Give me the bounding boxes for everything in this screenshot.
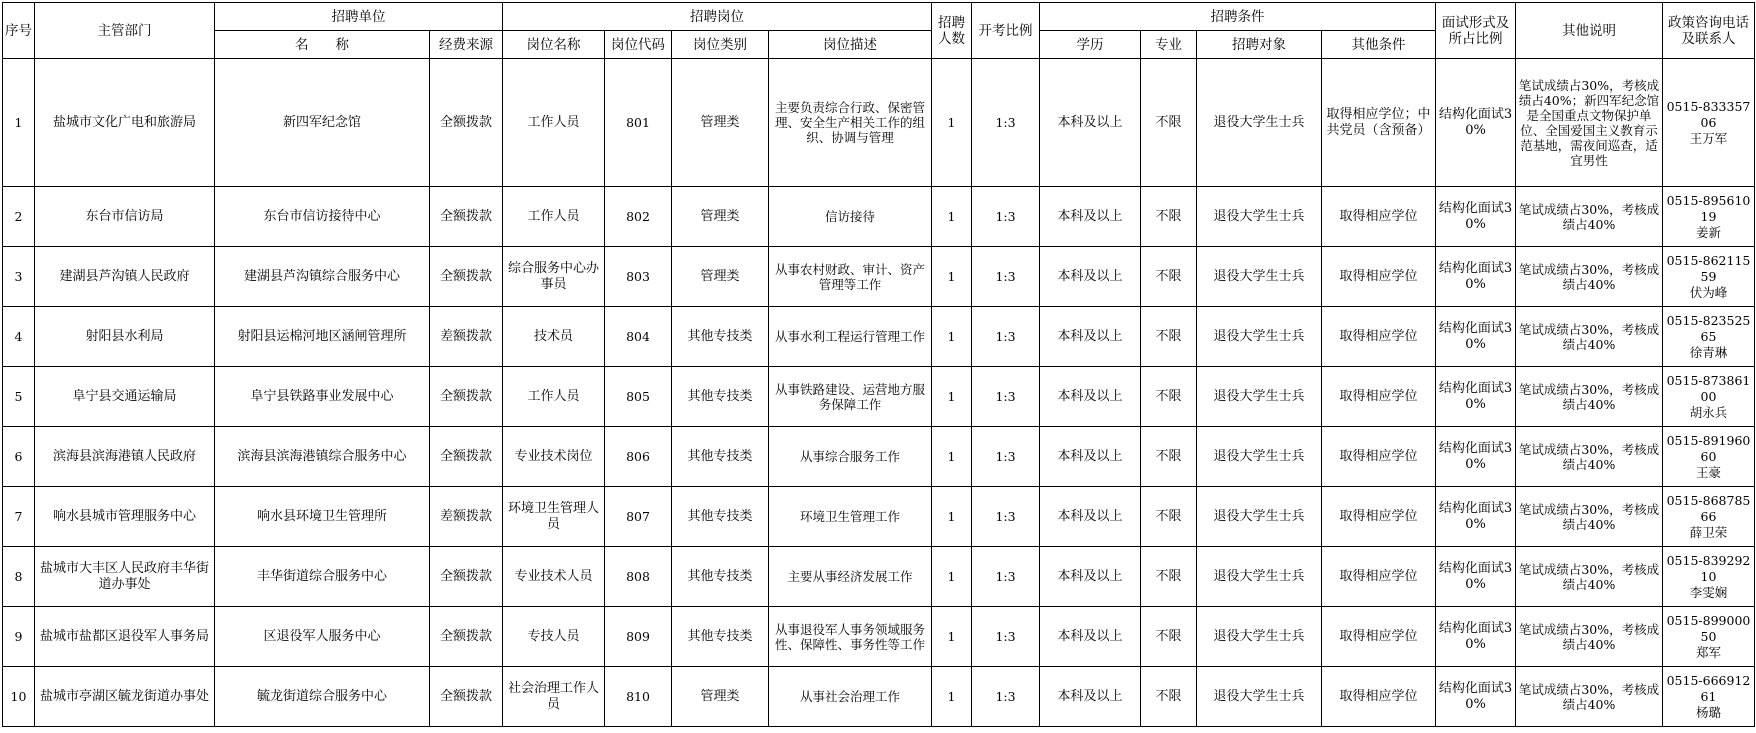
cell-post-code: 807 <box>605 487 672 547</box>
table-header <box>3 3 1755 59</box>
cell-other-cond: 取得相应学位 <box>1322 427 1436 487</box>
cell-seq: 9 <box>3 607 35 667</box>
header-post-type: 岗位类别 <box>672 31 769 59</box>
cell-contact <box>1663 487 1755 547</box>
cell-other-cond: 取得相应学位 <box>1322 487 1436 547</box>
header-unit-name: 名 称 <box>215 31 430 59</box>
cell-interview: 结构化面试30% <box>1436 59 1516 187</box>
contact-phone: 0515-86878566 <box>1666 492 1751 524</box>
cell-unit-name: 毓龙街道综合服务中心 <box>215 667 430 727</box>
cell-post-type: 管理类 <box>672 187 769 247</box>
cell-interview: 结构化面试30% <box>1436 247 1516 307</box>
header-major: 专业 <box>1141 31 1197 59</box>
cell-count: 1 <box>932 667 972 727</box>
cell-contact <box>1663 427 1755 487</box>
cell-count: 1 <box>932 187 972 247</box>
cell-post-name: 工作人员 <box>503 367 605 427</box>
table-row <box>3 367 1755 427</box>
cell-major: 不限 <box>1141 607 1197 667</box>
cell-unit-name: 建湖县芦沟镇综合服务中心 <box>215 247 430 307</box>
table-row <box>3 487 1755 547</box>
contact-phone: 0515-83335706 <box>1666 98 1751 130</box>
cell-post-type: 其他专技类 <box>672 367 769 427</box>
header-post-code: 岗位代码 <box>605 31 672 59</box>
table-row <box>3 59 1755 187</box>
cell-unit-name: 阜宁县铁路事业发展中心 <box>215 367 430 427</box>
cell-target: 退役大学生士兵 <box>1197 187 1322 247</box>
cell-count: 1 <box>932 607 972 667</box>
cell-target: 退役大学生士兵 <box>1197 547 1322 607</box>
cell-notes: 笔试成绩占30%，考核成绩占40%；新四军纪念馆是全国重点文物保护单位、全国爱国主义教育示范基地，需夜间巡查，适宜男性 <box>1516 59 1663 187</box>
cell-ratio: 1:3 <box>972 607 1040 667</box>
header-cond-group: 招聘条件 <box>1040 3 1436 31</box>
header-contact: 政策咨询电话及联系人 <box>1663 3 1755 59</box>
cell-education: 本科及以上 <box>1040 427 1141 487</box>
contact-person: 杨璐 <box>1695 704 1721 720</box>
cell-target: 退役大学生士兵 <box>1197 487 1322 547</box>
cell-unit-name: 新四军纪念馆 <box>215 59 430 187</box>
cell-target: 退役大学生士兵 <box>1197 247 1322 307</box>
cell-notes: 笔试成绩占30%，考核成绩占40% <box>1516 427 1663 487</box>
cell-post-code: 810 <box>605 667 672 727</box>
cell-other-cond: 取得相应学位 <box>1322 187 1436 247</box>
cell-ratio: 1:3 <box>972 547 1040 607</box>
cell-post-name: 综合服务中心办事员 <box>503 247 605 307</box>
cell-post-type: 其他专技类 <box>672 607 769 667</box>
header-post-group: 招聘岗位 <box>503 3 932 31</box>
cell-count: 1 <box>932 487 972 547</box>
contact-phone: 0515-89196060 <box>1666 432 1751 464</box>
cell-major: 不限 <box>1141 667 1197 727</box>
cell-post-name: 专业技术岗位 <box>503 427 605 487</box>
cell-ratio: 1:3 <box>972 247 1040 307</box>
cell-funding: 全额拨款 <box>430 187 503 247</box>
cell-education: 本科及以上 <box>1040 247 1141 307</box>
cell-education: 本科及以上 <box>1040 307 1141 367</box>
cell-education: 本科及以上 <box>1040 667 1141 727</box>
cell-funding: 全额拨款 <box>430 247 503 307</box>
table-body <box>3 59 1755 727</box>
cell-interview: 结构化面试30% <box>1436 427 1516 487</box>
cell-dept: 盐城市亭湖区毓龙街道办事处 <box>35 667 215 727</box>
cell-target: 退役大学生士兵 <box>1197 367 1322 427</box>
cell-count: 1 <box>932 307 972 367</box>
contact-phone: 0515-82352565 <box>1666 312 1751 344</box>
cell-dept: 响水县城市管理服务中心 <box>35 487 215 547</box>
cell-major: 不限 <box>1141 187 1197 247</box>
contact-phone: 0515-89561019 <box>1666 192 1751 224</box>
cell-contact <box>1663 667 1755 727</box>
contact-person: 伏为峰 <box>1689 284 1728 300</box>
cell-ratio: 1:3 <box>972 59 1040 187</box>
contact-phone: 0515-89900050 <box>1666 612 1751 644</box>
cell-unit-name: 射阳县运棉河地区涵闸管理所 <box>215 307 430 367</box>
cell-other-cond: 取得相应学位；中共党员（含预备） <box>1322 59 1436 187</box>
cell-notes: 笔试成绩占30%，考核成绩占40% <box>1516 307 1663 367</box>
cell-notes: 笔试成绩占30%，考核成绩占40% <box>1516 667 1663 727</box>
cell-interview: 结构化面试30% <box>1436 307 1516 367</box>
cell-post-type: 管理类 <box>672 247 769 307</box>
cell-post-type: 其他专技类 <box>672 547 769 607</box>
cell-dept: 盐城市文化广电和旅游局 <box>35 59 215 187</box>
cell-post-name: 技术员 <box>503 307 605 367</box>
cell-unit-name: 丰华街道综合服务中心 <box>215 547 430 607</box>
contact-person: 王豪 <box>1695 464 1721 480</box>
cell-post-desc: 主要从事经济发展工作 <box>769 547 932 607</box>
cell-contact <box>1663 607 1755 667</box>
cell-major: 不限 <box>1141 367 1197 427</box>
cell-education: 本科及以上 <box>1040 367 1141 427</box>
cell-ratio: 1:3 <box>972 187 1040 247</box>
cell-interview: 结构化面试30% <box>1436 667 1516 727</box>
cell-dept: 射阳县水利局 <box>35 307 215 367</box>
cell-other-cond: 取得相应学位 <box>1322 247 1436 307</box>
cell-interview: 结构化面试30% <box>1436 367 1516 427</box>
cell-count: 1 <box>932 59 972 187</box>
cell-funding: 全额拨款 <box>430 427 503 487</box>
recruitment-table <box>2 2 1755 727</box>
cell-post-name: 环境卫生管理人员 <box>503 487 605 547</box>
cell-post-type: 其他专技类 <box>672 427 769 487</box>
cell-post-desc: 从事社会治理工作 <box>769 667 932 727</box>
table-row <box>3 247 1755 307</box>
cell-ratio: 1:3 <box>972 367 1040 427</box>
header-interview: 面试形式及所占比例 <box>1436 3 1516 59</box>
cell-funding: 全额拨款 <box>430 607 503 667</box>
cell-post-code: 809 <box>605 607 672 667</box>
cell-post-name: 社会治理工作人员 <box>503 667 605 727</box>
header-post-name: 岗位名称 <box>503 31 605 59</box>
cell-funding: 全额拨款 <box>430 367 503 427</box>
cell-seq: 5 <box>3 367 35 427</box>
cell-other-cond: 取得相应学位 <box>1322 667 1436 727</box>
cell-major: 不限 <box>1141 247 1197 307</box>
cell-post-desc: 从事退役军人事务领域服务性、保障性、事务性等工作 <box>769 607 932 667</box>
cell-post-code: 801 <box>605 59 672 187</box>
cell-education: 本科及以上 <box>1040 547 1141 607</box>
cell-post-desc: 从事水利工程运行管理工作 <box>769 307 932 367</box>
cell-other-cond: 取得相应学位 <box>1322 367 1436 427</box>
cell-dept: 滨海县滨海港镇人民政府 <box>35 427 215 487</box>
header-unit-group: 招聘单位 <box>215 3 503 31</box>
cell-post-name: 工作人员 <box>503 187 605 247</box>
cell-post-code: 808 <box>605 547 672 607</box>
header-dept: 主管部门 <box>35 3 215 59</box>
contact-phone: 0515-83929210 <box>1666 552 1751 584</box>
cell-seq: 2 <box>3 187 35 247</box>
cell-notes: 笔试成绩占30%，考核成绩占40% <box>1516 367 1663 427</box>
cell-dept: 阜宁县交通运输局 <box>35 367 215 427</box>
cell-notes: 笔试成绩占30%，考核成绩占40% <box>1516 487 1663 547</box>
cell-interview: 结构化面试30% <box>1436 187 1516 247</box>
cell-interview: 结构化面试30% <box>1436 547 1516 607</box>
cell-major: 不限 <box>1141 307 1197 367</box>
cell-unit-name: 东台市信访接待中心 <box>215 187 430 247</box>
contact-person: 姜新 <box>1695 224 1721 240</box>
cell-dept: 东台市信访局 <box>35 187 215 247</box>
contact-person: 王万军 <box>1689 130 1728 146</box>
cell-seq: 1 <box>3 59 35 187</box>
contact-person: 郑军 <box>1695 644 1721 660</box>
cell-post-desc: 从事综合服务工作 <box>769 427 932 487</box>
header-target: 招聘对象 <box>1197 31 1322 59</box>
cell-notes: 笔试成绩占30%，考核成绩占40% <box>1516 247 1663 307</box>
cell-other-cond: 取得相应学位 <box>1322 547 1436 607</box>
cell-education: 本科及以上 <box>1040 187 1141 247</box>
cell-ratio: 1:3 <box>972 487 1040 547</box>
cell-dept: 盐城市盐都区退役军人事务局 <box>35 607 215 667</box>
cell-education: 本科及以上 <box>1040 487 1141 547</box>
cell-seq: 4 <box>3 307 35 367</box>
table-row <box>3 667 1755 727</box>
header-post-desc: 岗位描述 <box>769 31 932 59</box>
cell-other-cond: 取得相应学位 <box>1322 307 1436 367</box>
cell-education: 本科及以上 <box>1040 607 1141 667</box>
cell-post-type: 其他专技类 <box>672 487 769 547</box>
cell-target: 退役大学生士兵 <box>1197 307 1322 367</box>
contact-person: 薛卫荣 <box>1689 524 1728 540</box>
cell-notes: 笔试成绩占30%，考核成绩占40% <box>1516 187 1663 247</box>
table-row <box>3 307 1755 367</box>
cell-post-code: 806 <box>605 427 672 487</box>
cell-post-desc: 从事铁路建设、运营地方服务保障工作 <box>769 367 932 427</box>
header-notes: 其他说明 <box>1516 3 1663 59</box>
cell-ratio: 1:3 <box>972 307 1040 367</box>
cell-dept: 建湖县芦沟镇人民政府 <box>35 247 215 307</box>
cell-post-desc: 从事农村财政、审计、资产管理等工作 <box>769 247 932 307</box>
cell-major: 不限 <box>1141 59 1197 187</box>
contact-phone: 0515-86211559 <box>1666 252 1751 284</box>
table-row <box>3 187 1755 247</box>
cell-notes: 笔试成绩占30%，考核成绩占40% <box>1516 607 1663 667</box>
cell-target: 退役大学生士兵 <box>1197 607 1322 667</box>
cell-funding: 全额拨款 <box>430 667 503 727</box>
cell-count: 1 <box>932 427 972 487</box>
cell-ratio: 1:3 <box>972 667 1040 727</box>
cell-contact <box>1663 59 1755 187</box>
cell-contact <box>1663 307 1755 367</box>
cell-unit-name: 区退役军人服务中心 <box>215 607 430 667</box>
cell-seq: 10 <box>3 667 35 727</box>
cell-seq: 3 <box>3 247 35 307</box>
cell-seq: 6 <box>3 427 35 487</box>
cell-unit-name: 滨海县滨海港镇综合服务中心 <box>215 427 430 487</box>
cell-post-code: 805 <box>605 367 672 427</box>
cell-post-code: 804 <box>605 307 672 367</box>
cell-post-desc: 信访接待 <box>769 187 932 247</box>
cell-funding: 全额拨款 <box>430 59 503 187</box>
header-ratio: 开考比例 <box>972 3 1040 59</box>
cell-post-type: 管理类 <box>672 59 769 187</box>
cell-target: 退役大学生士兵 <box>1197 667 1322 727</box>
cell-post-name: 工作人员 <box>503 59 605 187</box>
cell-seq: 7 <box>3 487 35 547</box>
cell-target: 退役大学生士兵 <box>1197 427 1322 487</box>
table-row <box>3 547 1755 607</box>
cell-contact <box>1663 247 1755 307</box>
cell-funding: 差额拨款 <box>430 487 503 547</box>
cell-major: 不限 <box>1141 487 1197 547</box>
cell-post-desc: 环境卫生管理工作 <box>769 487 932 547</box>
table-row <box>3 607 1755 667</box>
cell-count: 1 <box>932 247 972 307</box>
cell-ratio: 1:3 <box>972 427 1040 487</box>
cell-education: 本科及以上 <box>1040 59 1141 187</box>
cell-count: 1 <box>932 547 972 607</box>
cell-contact <box>1663 187 1755 247</box>
cell-major: 不限 <box>1141 547 1197 607</box>
header-count: 招聘人数 <box>932 3 972 59</box>
header-other-cond: 其他条件 <box>1322 31 1436 59</box>
cell-interview: 结构化面试30% <box>1436 607 1516 667</box>
cell-post-type: 管理类 <box>672 667 769 727</box>
cell-target: 退役大学生士兵 <box>1197 59 1322 187</box>
cell-post-name: 专业技术人员 <box>503 547 605 607</box>
cell-major: 不限 <box>1141 427 1197 487</box>
contact-person: 李雯娴 <box>1689 584 1728 600</box>
header-seq: 序号 <box>3 3 35 59</box>
cell-interview: 结构化面试30% <box>1436 487 1516 547</box>
cell-post-code: 802 <box>605 187 672 247</box>
header-funding: 经费来源 <box>430 31 503 59</box>
cell-unit-name: 响水县环境卫生管理所 <box>215 487 430 547</box>
cell-seq: 8 <box>3 547 35 607</box>
cell-funding: 差额拨款 <box>430 307 503 367</box>
header-education: 学历 <box>1040 31 1141 59</box>
cell-funding: 全额拨款 <box>430 547 503 607</box>
cell-other-cond: 取得相应学位 <box>1322 607 1436 667</box>
cell-post-desc: 主要负责综合行政、保密管理、安全生产相关工作的组织、协调与管理 <box>769 59 932 187</box>
contact-person: 胡永兵 <box>1689 404 1728 420</box>
cell-post-code: 803 <box>605 247 672 307</box>
contact-phone: 0515-87386100 <box>1666 372 1751 404</box>
cell-notes: 笔试成绩占30%，考核成绩占40% <box>1516 547 1663 607</box>
cell-post-name: 专技人员 <box>503 607 605 667</box>
contact-person: 徐青琳 <box>1689 344 1728 360</box>
cell-dept: 盐城市大丰区人民政府丰华街道办事处 <box>35 547 215 607</box>
cell-contact <box>1663 367 1755 427</box>
cell-contact <box>1663 547 1755 607</box>
cell-post-type: 其他专技类 <box>672 307 769 367</box>
cell-count: 1 <box>932 367 972 427</box>
table-row <box>3 427 1755 487</box>
contact-phone: 0515-66691261 <box>1666 672 1751 704</box>
